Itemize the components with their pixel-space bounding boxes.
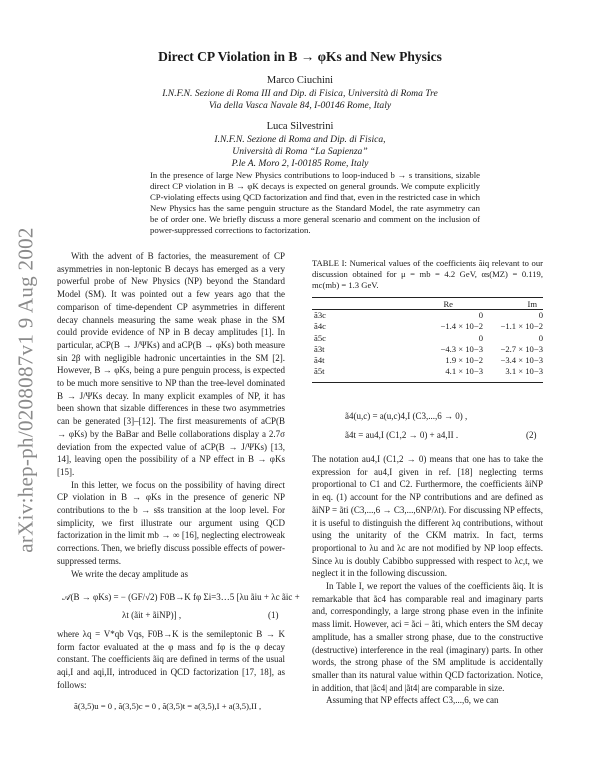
intro-paragraph-2: In this letter, we focus on the possibility of having direct CP violation in B → φKs in the presence of generic NP contributions to the b → ss̄s transition at the loop level. For simplicity, we first illustrate our argument using QCD factorization in the limit mb → ∞ [16], neglecting electroweak corrections. Then, we briefly discuss possible effects of power-suppressed terms.: [57, 479, 285, 566]
equation-1-line-2: λt (ãit + ãiNP)] ,: [122, 610, 182, 620]
left-column: [57, 250, 285, 580]
equation-2-number: (2): [526, 430, 537, 440]
right-paragraph-2: In Table I, we report the values of the coefficients ãiq. It is remarkable that ãc4 has comparable real and imaginary parts and, correspondingly, a large strong phase even in the infinite mass limit. However, aci = ãci − ãti, which enters the SM decay amplitude, has a smaller strong phase, due to the constructive (destructive) interference in the real (imaginary) parts. In other words, the strong phase of the SM amplitude is accidentally smaller than its natural value within QCD factorization. Notice, in addition, that |ãc4| and |ãt4| are comparable in size.: [312, 581, 543, 693]
table-header-row: Re Im: [443, 298, 537, 309]
table-row: ã4c −1.4 × 10−2 −1.1 × 10−2: [314, 321, 543, 332]
table-row: ã3t −4.3 × 10−3 −2.7 × 10−3: [314, 343, 543, 354]
table-row: ã5t 4.1 × 10−3 3.1 × 10−3: [314, 366, 543, 377]
affiliation-1-line-2: Via della Vasca Navale 84, I-00146 Rome, Italy: [208, 100, 392, 111]
paper-title: Direct CP Violation in B → φKs and New Physics: [158, 49, 442, 64]
affiliation-2-line-2: Università di Roma “La Sapienza”: [232, 146, 368, 157]
table-row: ã3c 0 0: [314, 309, 543, 320]
right-column: [312, 453, 543, 707]
abstract: In the presence of large New Physics contributions to loop-induced b → s transitions, sizable direct CP violation in B → φK decays is expected on general grounds. We compute explicitly CP-violating effects using QCD factorization and find that, even in the restricted case in which New Physics has the same penguin structure as the Standard Model, the rate asymmetry can be of order one. We briefly discuss a more general scenario and comment on the inclusion of power-suppressed corrections to factorization.: [150, 170, 480, 236]
left-column-para-4: where λq = V*qb Vqs, F0B→K is the semileptonic B → K form factor evaluated at the φ mass and fφ is the φ decay constant. The coefficients ãiq are defined in terms of the usual aqi,I and aqi,II, introduced in QCD factorization [17, 18], as follows:: [57, 629, 285, 690]
table-row: ã5c 0 0: [314, 332, 543, 343]
right-paragraph-3: Assuming that NP effects affect C3,...,6, we can: [326, 695, 499, 706]
table-row: ã4t 1.9 × 10−2 −3.4 × 10−3: [314, 355, 543, 366]
equation-1-line-1: 𝒜(B → φKs) = − (GF/√2) F0B→K fφ Σi=3…5 [λu ãiu + λc ãic +: [62, 592, 300, 602]
arxiv-watermark: arXiv:hep-ph/0208087v1 9 Aug 2002: [13, 227, 38, 553]
equation-coefficients: ã(3,5)u = 0 , ã(3,5)c = 0 , ã(3,5)t = a(3,5),I + a(3,5),II ,: [74, 701, 262, 711]
affiliation-2-line-3: P.le A. Moro 2, I-00185 Rome, Italy: [231, 158, 369, 169]
table-caption: TABLE I: Numerical values of the coefficients ãiq relevant to our discussion obtained for μ = mb = 4.2 GeV, αs(MZ) = 0.119, mc(mb) = 1.3 GeV.: [312, 258, 543, 290]
equation-2-line-1: ã4(u,c) = a(u,c)4,I (C3,...,6 → 0) ,: [345, 411, 468, 421]
right-paragraph-1: The notation au4,I (C1,2 → 0) means that one has to take the expression for au4,I given in ref. [18] neglecting terms proportional to C1 and C2. Furthermore, the coefficients ãiNP in eq. (1) account for the NP contributions and are defined as ãiNP = ãti (C3,...,6 → C3,...,6NP/λt). For discussing NP effects, it is useful to distinguish the different λq contributions, without using the unitarity of the CKM matrix. In fact, terms proportional to λu and λc are not modified by NP loop effects. Since λu is doubly Cabibbo suppressed with respect to λc,t, we neglect it in the following discussion.: [312, 454, 543, 579]
affiliation-2-line-1: I.N.F.N. Sezione di Roma and Dip. di Fisica,: [214, 134, 386, 145]
table-bottom-rule: [312, 382, 543, 383]
table-1: [312, 298, 543, 377]
author-2: Luca Silvestrini: [266, 121, 334, 132]
author-1: Marco Ciuchini: [266, 75, 334, 86]
equation-2-line-2: ã4t = au4,I (C1,2 → 0) + a4,II .: [345, 430, 459, 440]
intro-paragraph-1: With the advent of B factories, the measurement of CP asymmetries in non-leptonic B decays has emerged as a very powerful probe of New Physics (NP) beyond the Standard Model (SM). It was pointed out a few years ago that the comparison of time-dependent CP asymmetries in different decay channels measuring the same weak phase in the SM could provide evidence of NP in B decay amplitudes [1]. In particular, aCP(B → J/ΨKs) and aCP(B → φKs) both measure sin 2β with negligible hadronic uncertainties in the SM [2]. However, B → φKs, being a pure penguin process, is expected to be much more sensitive to NP than the tree-level dominated B → J/ΨKs decay. In many explicit examples of NP, it has been shown that sizable differences in these two asymmetries can be generated [3]–[12]. The first measurements of aCP(B → φKs) by the BaBar and Belle collaborations display a 2.7σ deviation from the expected value of aCP(B → J/ΨKs) [13, 14], leaving open the possibility of a NP effect in B → φKs [15].: [57, 251, 285, 477]
equation-1-number: (1): [268, 610, 279, 620]
intro-paragraph-3: We write the decay amplitude as: [71, 568, 188, 579]
affiliation-1-line-1: I.N.F.N. Sezione di Roma III and Dip. di Fisica, Università di Roma Tre: [162, 88, 438, 99]
